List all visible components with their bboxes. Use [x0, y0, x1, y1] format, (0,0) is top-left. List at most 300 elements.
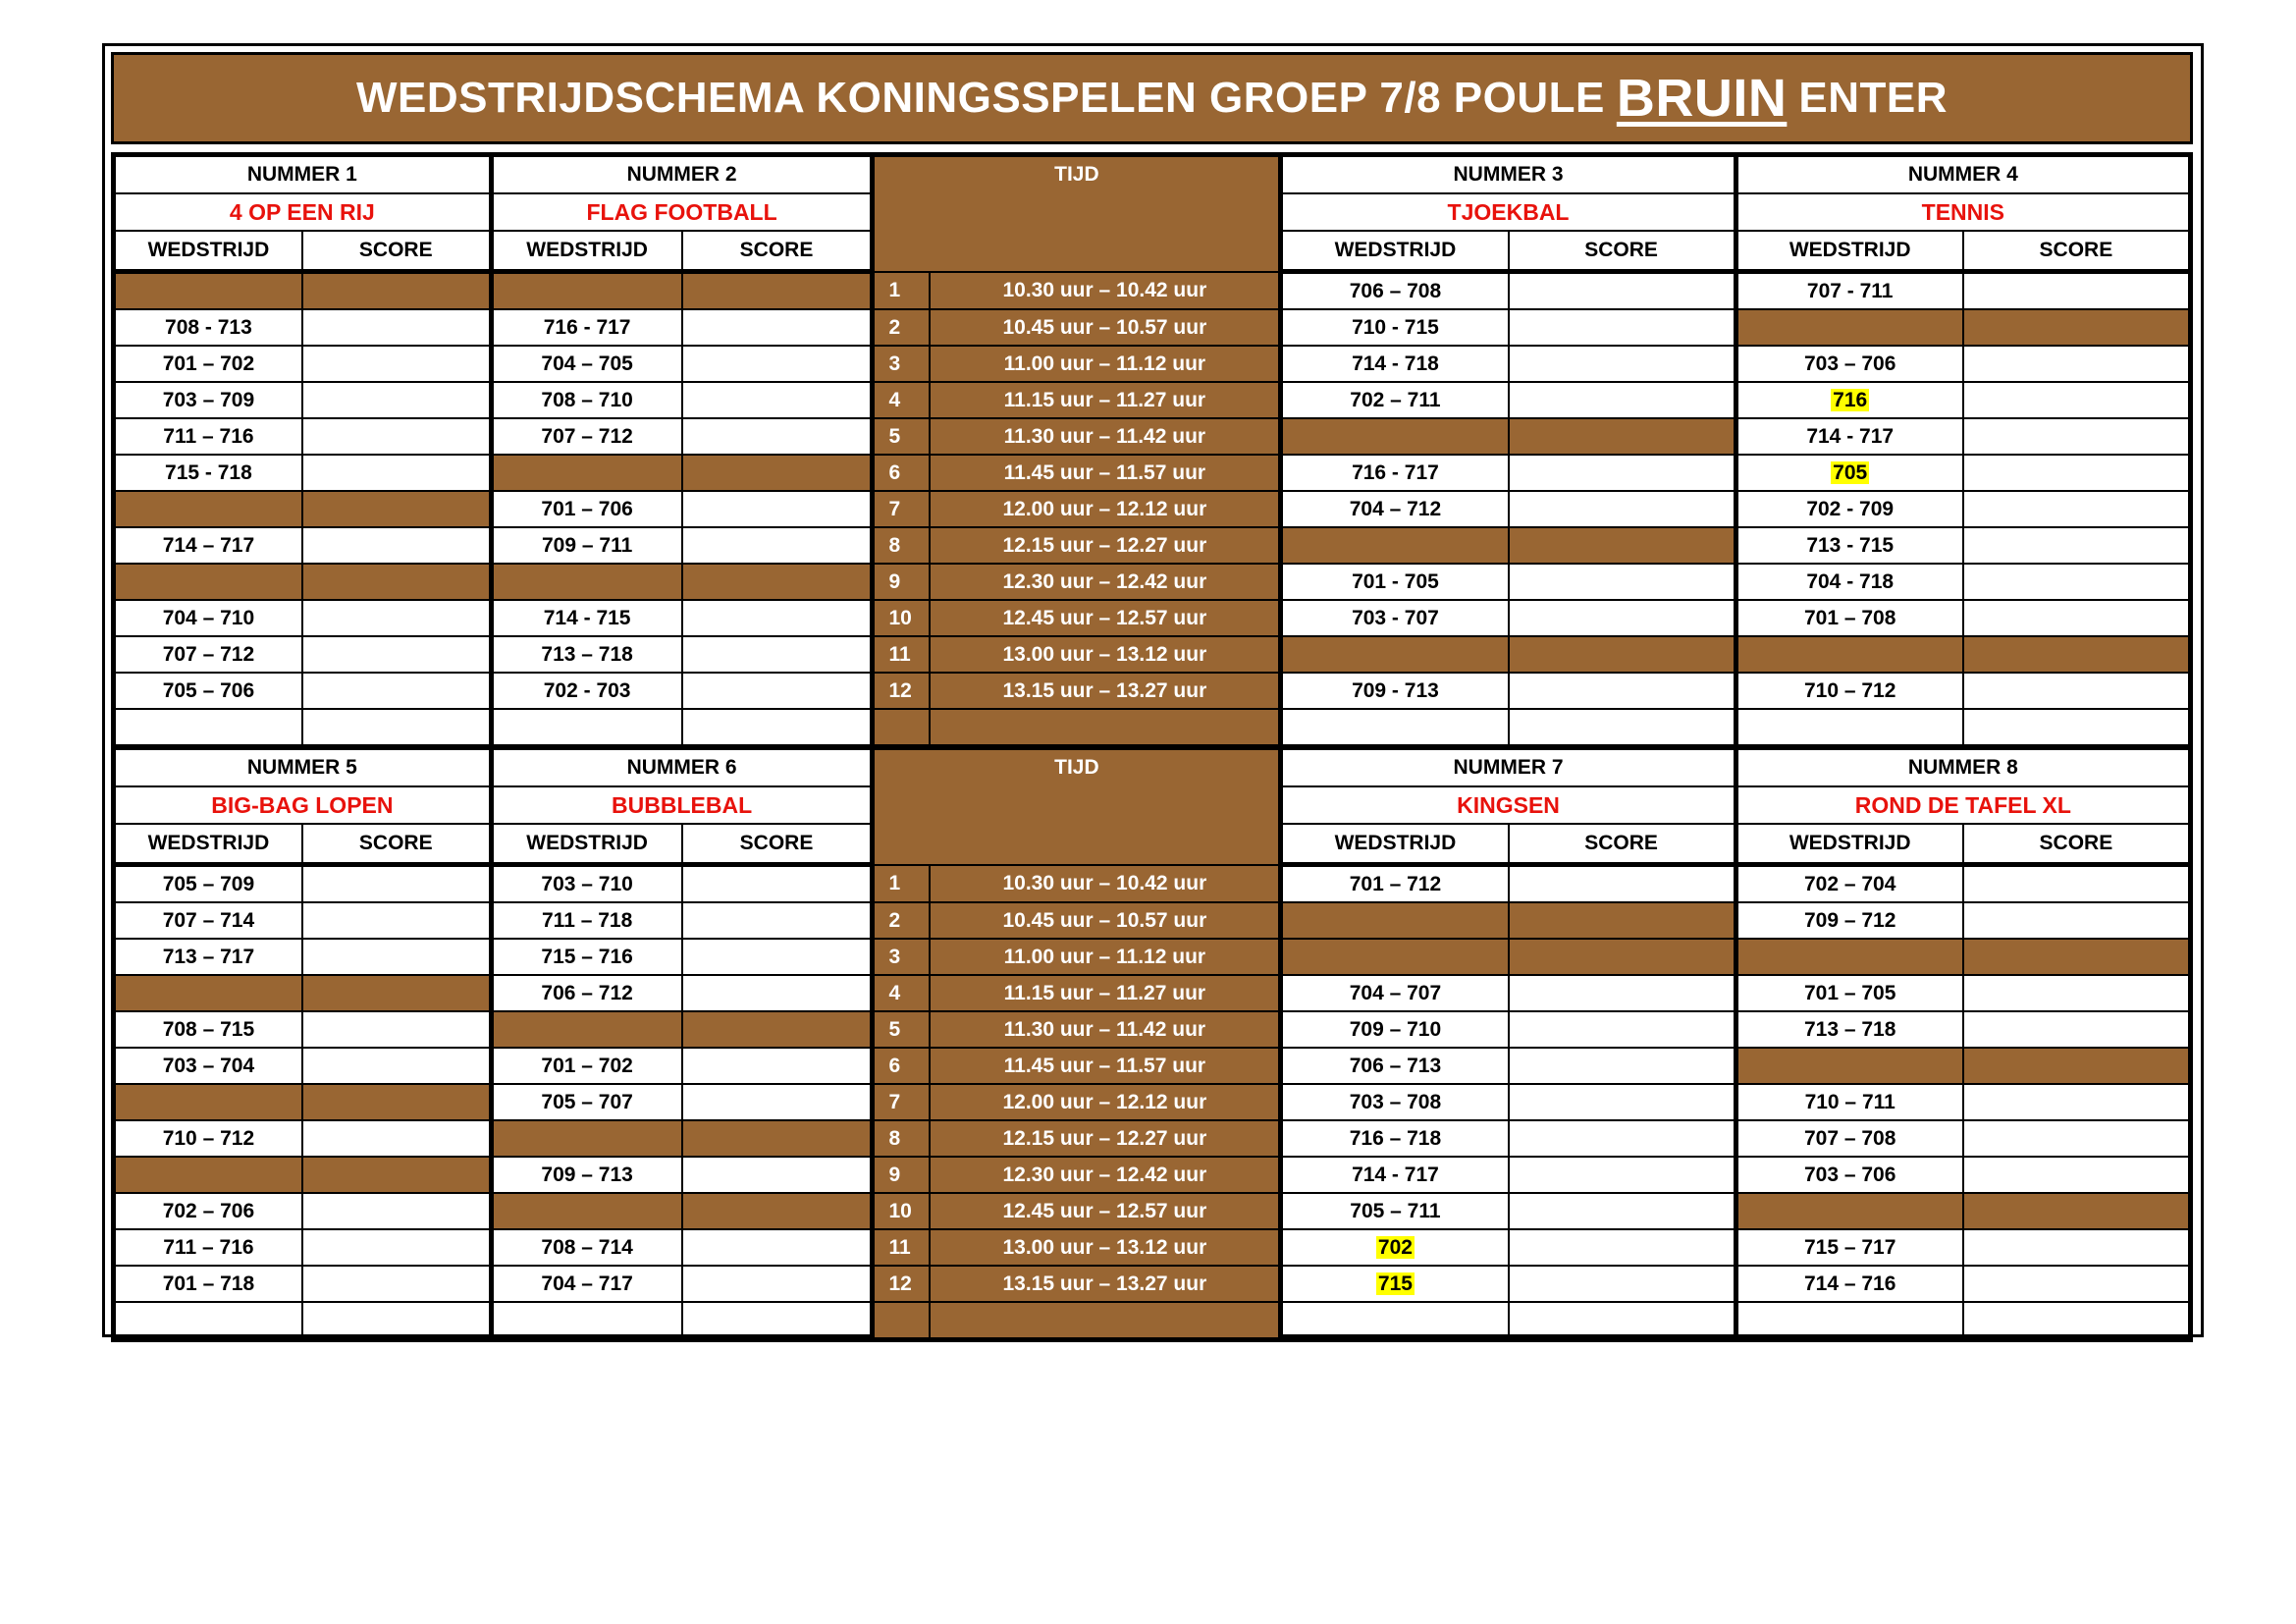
score-input-cell[interactable]: [1963, 1193, 2191, 1229]
score-input-cell[interactable]: [1509, 1157, 1736, 1193]
score-input-cell[interactable]: [1963, 382, 2191, 418]
match-text: 711 – 718: [542, 908, 633, 932]
schedule-row: [114, 564, 2191, 600]
match-cell-empty: [1735, 309, 1963, 346]
timeslot-time: 12.30 uur – 12.42 uur: [930, 564, 1281, 600]
score-input-cell[interactable]: [682, 309, 873, 346]
match-text-highlighted: 702: [1377, 1235, 1413, 1259]
score-input-cell[interactable]: [1963, 309, 2191, 346]
match-cell-empty: [491, 564, 681, 600]
score-input-cell[interactable]: [1963, 1120, 2191, 1157]
match-text: 704 - 718: [1806, 569, 1895, 593]
timeslot-number: 1: [873, 865, 930, 903]
match-cell-empty: [1281, 636, 1509, 673]
score-input-cell[interactable]: [1509, 309, 1736, 346]
match-cell: [114, 1193, 302, 1229]
match-cell-empty: [1735, 939, 1963, 975]
score-input-cell[interactable]: [302, 455, 491, 491]
match-text: 713 - 715: [1806, 533, 1895, 557]
score-input-cell[interactable]: [302, 418, 491, 455]
station-number: NUMMER 1: [114, 155, 492, 194]
match-text: 713 – 717: [162, 945, 255, 968]
score-input-cell[interactable]: [1509, 975, 1736, 1011]
match-cell: [1281, 1157, 1509, 1193]
timeslot-number: [873, 1302, 930, 1340]
match-cell: [1281, 600, 1509, 636]
timeslot-number: 4: [873, 382, 930, 418]
match-cell-empty: [491, 455, 681, 491]
score-input-cell[interactable]: [682, 673, 873, 709]
score-input-cell[interactable]: [1963, 673, 2191, 709]
station-number-row: [114, 748, 2191, 787]
match-cell: [491, 1157, 681, 1193]
schedule-row: [114, 1120, 2191, 1157]
score-input-cell[interactable]: [1509, 1266, 1736, 1302]
score-input-cell[interactable]: [1963, 975, 2191, 1011]
match-cell: [1281, 1266, 1509, 1302]
schedule-row: [114, 382, 2191, 418]
match-cell: [1281, 382, 1509, 418]
score-input-cell[interactable]: [1963, 1229, 2191, 1266]
score-input-cell[interactable]: [682, 1266, 873, 1302]
match-cell: [1735, 1229, 1963, 1266]
match-text: 707 – 708: [1803, 1126, 1896, 1150]
station-number: NUMMER 4: [1735, 155, 2190, 194]
timeslot-number: 9: [873, 564, 930, 600]
match-text: 708 – 715: [162, 1017, 255, 1041]
match-text: 710 – 712: [1803, 678, 1896, 702]
score-input-cell[interactable]: [302, 1302, 491, 1340]
schedule-section-top: [111, 152, 2193, 741]
timeslot-time: 11.30 uur – 11.42 uur: [930, 1011, 1281, 1048]
match-cell-empty: [114, 1084, 302, 1120]
score-input-cell[interactable]: [302, 1120, 491, 1157]
match-text: 704 – 707: [1349, 981, 1442, 1004]
score-input-cell[interactable]: [682, 636, 873, 673]
score-input-cell[interactable]: [682, 346, 873, 382]
timeslot-time: 12.15 uur – 12.27 uur: [930, 527, 1281, 564]
match-cell-empty: [1281, 902, 1509, 939]
match-text: 709 - 713: [1352, 678, 1439, 702]
match-text: 705 – 707: [541, 1090, 633, 1113]
score-input-cell[interactable]: [682, 455, 873, 491]
match-cell-empty: [491, 1120, 681, 1157]
score-input-cell[interactable]: [1963, 527, 2191, 564]
station-name: BUBBLEBAL: [491, 786, 873, 824]
timeslot-time: 11.00 uur – 11.12 uur: [930, 939, 1281, 975]
score-input-cell[interactable]: [1509, 1193, 1736, 1229]
timeslot-number: 9: [873, 1157, 930, 1193]
match-text: 714 - 717: [1352, 1163, 1439, 1186]
score-input-cell[interactable]: [1963, 564, 2191, 600]
match-cell: [1735, 1011, 1963, 1048]
match-cell: [1281, 865, 1509, 903]
score-input-cell[interactable]: [1963, 1011, 2191, 1048]
match-cell: [1735, 1157, 1963, 1193]
score-input-cell[interactable]: [302, 1084, 491, 1120]
station-name: KINGSEN: [1281, 786, 1735, 824]
score-input-cell[interactable]: [1963, 636, 2191, 673]
timeslot-time: 11.45 uur – 11.57 uur: [930, 455, 1281, 491]
column-header-wedstrijd: WEDSTRIJD: [1735, 231, 1963, 272]
score-input-cell[interactable]: [302, 709, 491, 747]
match-cell-empty: [114, 272, 302, 310]
timeslot-number: 7: [873, 491, 930, 527]
score-input-cell[interactable]: [682, 272, 873, 310]
match-cell: [1735, 1120, 1963, 1157]
schedule-row: [114, 709, 2191, 747]
score-input-cell[interactable]: [1963, 1048, 2191, 1084]
schedule-row: [114, 272, 2191, 310]
timeslot-time: 11.00 uur – 11.12 uur: [930, 346, 1281, 382]
timeslot-time: 12.45 uur – 12.57 uur: [930, 1193, 1281, 1229]
score-input-cell[interactable]: [682, 975, 873, 1011]
schedule-row: [114, 1084, 2191, 1120]
station-name: FLAG FOOTBALL: [491, 193, 873, 231]
column-header-score: SCORE: [1963, 824, 2191, 865]
match-cell: [491, 309, 681, 346]
score-input-cell[interactable]: [1509, 600, 1736, 636]
match-cell: [1281, 272, 1509, 310]
match-cell: [114, 636, 302, 673]
timeslot-time: 12.45 uur – 12.57 uur: [930, 600, 1281, 636]
score-input-cell[interactable]: [302, 902, 491, 939]
match-cell: [1735, 673, 1963, 709]
score-input-cell[interactable]: [682, 1120, 873, 1157]
match-text: 703 – 706: [1803, 1163, 1896, 1186]
score-input-cell[interactable]: [682, 1048, 873, 1084]
timeslot-time: 13.15 uur – 13.27 uur: [930, 673, 1281, 709]
score-input-cell[interactable]: [302, 491, 491, 527]
match-cell: [491, 865, 681, 903]
match-cell: [491, 418, 681, 455]
match-cell: [1735, 272, 1963, 310]
match-cell: [1735, 346, 1963, 382]
score-input-cell[interactable]: [682, 382, 873, 418]
station-number: NUMMER 6: [491, 748, 873, 787]
schedule-row: [114, 1048, 2191, 1084]
score-input-cell[interactable]: [1963, 600, 2191, 636]
score-input-cell[interactable]: [1509, 418, 1736, 455]
timeslot-time: 12.00 uur – 12.12 uur: [930, 1084, 1281, 1120]
match-cell: [1735, 1266, 1963, 1302]
score-input-cell[interactable]: [682, 902, 873, 939]
timeslot-time: 10.45 uur – 10.57 uur: [930, 902, 1281, 939]
score-input-cell[interactable]: [1509, 865, 1736, 903]
score-input-cell[interactable]: [302, 527, 491, 564]
match-text: 705 – 711: [1350, 1199, 1441, 1222]
match-text: 714 – 716: [1803, 1272, 1896, 1295]
title-prefix: WEDSTRIJDSCHEMA KONINGSSPELEN GROEP 7/8 POULE: [356, 74, 1605, 122]
score-input-cell[interactable]: [1509, 382, 1736, 418]
match-cell: [1735, 418, 1963, 455]
score-input-cell[interactable]: [302, 564, 491, 600]
match-cell: [1735, 902, 1963, 939]
match-text: 706 – 713: [1349, 1054, 1442, 1077]
column-header-score: SCORE: [302, 231, 491, 272]
score-input-cell[interactable]: [1963, 865, 2191, 903]
match-text: 705 – 706: [162, 678, 255, 702]
match-cell: [491, 902, 681, 939]
match-cell: [1281, 309, 1509, 346]
timeslot-number: 10: [873, 1193, 930, 1229]
score-input-cell[interactable]: [1509, 527, 1736, 564]
score-input-cell[interactable]: [302, 1011, 491, 1048]
score-input-cell[interactable]: [1963, 1266, 2191, 1302]
score-input-cell[interactable]: [682, 865, 873, 903]
score-input-cell[interactable]: [1509, 709, 1736, 747]
match-text: 714 - 718: [1352, 352, 1439, 375]
timeslot-number: 12: [873, 673, 930, 709]
score-input-cell[interactable]: [1963, 1157, 2191, 1193]
schedule-table: [111, 152, 2193, 749]
score-input-cell[interactable]: [1963, 491, 2191, 527]
match-cell: [491, 1266, 681, 1302]
match-cell-empty: [1735, 1048, 1963, 1084]
score-input-cell[interactable]: [302, 636, 491, 673]
score-input-cell[interactable]: [302, 1266, 491, 1302]
match-cell: [114, 309, 302, 346]
station-name: 4 OP EEN RIJ: [114, 193, 492, 231]
schedule-row: [114, 346, 2191, 382]
match-text-highlighted: 705: [1833, 460, 1868, 484]
score-input-cell[interactable]: [682, 600, 873, 636]
schedule-row: [114, 975, 2191, 1011]
score-input-cell[interactable]: [1963, 902, 2191, 939]
timeslot-number: 11: [873, 1229, 930, 1266]
score-input-cell[interactable]: [1509, 1048, 1736, 1084]
match-cell: [114, 600, 302, 636]
score-input-cell[interactable]: [1509, 939, 1736, 975]
match-cell: [1281, 1011, 1509, 1048]
match-text: 716 - 717: [543, 315, 631, 339]
score-input-cell[interactable]: [682, 564, 873, 600]
column-header-wedstrijd: WEDSTRIJD: [1735, 824, 1963, 865]
match-cell: [114, 709, 302, 747]
score-input-cell[interactable]: [682, 1157, 873, 1193]
match-cell: [1281, 491, 1509, 527]
score-input-cell[interactable]: [1509, 1229, 1736, 1266]
match-cell: [491, 673, 681, 709]
match-cell: [1735, 600, 1963, 636]
match-cell: [1735, 455, 1963, 491]
match-text: 703 – 704: [162, 1054, 255, 1077]
match-cell: [1735, 382, 1963, 418]
score-input-cell[interactable]: [302, 865, 491, 903]
match-cell-empty: [1281, 418, 1509, 455]
timeslot-number: 3: [873, 939, 930, 975]
score-input-cell[interactable]: [1963, 346, 2191, 382]
match-text: 709 – 712: [1803, 908, 1896, 932]
score-input-cell[interactable]: [682, 1193, 873, 1229]
timeslot-number: 10: [873, 600, 930, 636]
match-cell: [491, 382, 681, 418]
score-input-cell[interactable]: [1509, 673, 1736, 709]
timeslot-number: 6: [873, 455, 930, 491]
score-input-cell[interactable]: [302, 382, 491, 418]
timeslot-number: 3: [873, 346, 930, 382]
column-header-wedstrijd: WEDSTRIJD: [491, 231, 681, 272]
score-input-cell[interactable]: [1509, 1011, 1736, 1048]
score-input-cell[interactable]: [302, 1193, 491, 1229]
match-cell-empty: [491, 272, 681, 310]
match-text: 701 - 705: [1352, 569, 1439, 593]
title-suffix: ENTER: [1798, 74, 1948, 122]
score-input-cell[interactable]: [1509, 636, 1736, 673]
score-input-cell[interactable]: [1509, 346, 1736, 382]
score-input-cell[interactable]: [302, 272, 491, 310]
match-text: 701 – 706: [541, 497, 633, 520]
score-input-cell[interactable]: [682, 709, 873, 747]
timeslot-time: 11.15 uur – 11.27 uur: [930, 382, 1281, 418]
column-header-wedstrijd: WEDSTRIJD: [1281, 231, 1509, 272]
score-input-cell[interactable]: [302, 939, 491, 975]
score-input-cell[interactable]: [682, 491, 873, 527]
station-name: TJOEKBAL: [1281, 193, 1735, 231]
score-input-cell[interactable]: [1963, 939, 2191, 975]
column-header-score: SCORE: [682, 231, 873, 272]
schedule-row: [114, 455, 2191, 491]
match-text: 702 - 703: [543, 678, 631, 702]
match-cell: [491, 1048, 681, 1084]
match-text: 715 – 716: [541, 945, 633, 968]
match-cell: [1735, 491, 1963, 527]
score-input-cell[interactable]: [302, 309, 491, 346]
column-header-score: SCORE: [1963, 231, 2191, 272]
match-cell: [1735, 709, 1963, 747]
score-input-cell[interactable]: [682, 1302, 873, 1340]
score-input-cell[interactable]: [1963, 709, 2191, 747]
match-cell-empty: [491, 1011, 681, 1048]
match-cell: [491, 527, 681, 564]
match-cell-empty: [1735, 636, 1963, 673]
schedule-row: [114, 491, 2191, 527]
match-text: 714 - 715: [543, 606, 631, 629]
score-input-cell[interactable]: [1509, 902, 1736, 939]
score-input-cell[interactable]: [682, 1011, 873, 1048]
match-cell: [114, 1011, 302, 1048]
score-input-cell[interactable]: [302, 600, 491, 636]
score-input-cell[interactable]: [302, 1157, 491, 1193]
match-cell: [1281, 1048, 1509, 1084]
timeslot-time: 11.15 uur – 11.27 uur: [930, 975, 1281, 1011]
match-cell: [114, 527, 302, 564]
score-input-cell[interactable]: [302, 975, 491, 1011]
sheet-inner: [111, 52, 2195, 1328]
timeslot-time: 12.30 uur – 12.42 uur: [930, 1157, 1281, 1193]
match-text: 706 – 712: [541, 981, 633, 1004]
score-input-cell[interactable]: [1509, 491, 1736, 527]
match-text: 709 – 711: [542, 533, 633, 557]
schedule-row: [114, 1157, 2191, 1193]
match-text: 711 – 716: [163, 424, 254, 448]
match-text: 702 – 711: [1350, 388, 1441, 411]
score-input-cell[interactable]: [1509, 564, 1736, 600]
match-text-highlighted: 715: [1377, 1272, 1413, 1295]
score-input-cell[interactable]: [1509, 455, 1736, 491]
match-cell: [491, 1084, 681, 1120]
score-input-cell[interactable]: [302, 673, 491, 709]
match-cell: [491, 491, 681, 527]
station-number: NUMMER 5: [114, 748, 492, 787]
match-text: 703 – 706: [1803, 352, 1896, 375]
score-input-cell[interactable]: [682, 939, 873, 975]
timeslot-number: 6: [873, 1048, 930, 1084]
score-input-cell[interactable]: [682, 1084, 873, 1120]
timeslot-time: 10.45 uur – 10.57 uur: [930, 309, 1281, 346]
match-cell: [491, 1229, 681, 1266]
score-input-cell[interactable]: [682, 1229, 873, 1266]
match-cell: [491, 709, 681, 747]
timeslot-time: [930, 709, 1281, 747]
match-text: 708 - 713: [165, 315, 252, 339]
schedule-row: [114, 527, 2191, 564]
match-text: 713 – 718: [541, 642, 633, 666]
score-input-cell[interactable]: [302, 1229, 491, 1266]
score-input-cell[interactable]: [1963, 1302, 2191, 1340]
timeslot-time: 11.30 uur – 11.42 uur: [930, 418, 1281, 455]
timeslot-number: 7: [873, 1084, 930, 1120]
match-text: 704 – 712: [1349, 497, 1442, 520]
score-input-cell[interactable]: [1963, 418, 2191, 455]
match-cell: [491, 600, 681, 636]
match-text: 716 – 718: [1349, 1126, 1442, 1150]
match-text: 704 – 710: [162, 606, 255, 629]
station-number: NUMMER 8: [1735, 748, 2190, 787]
score-input-cell[interactable]: [1509, 1302, 1736, 1340]
match-cell: [1281, 455, 1509, 491]
schedule-row: [114, 939, 2191, 975]
timeslot-time: 12.00 uur – 12.12 uur: [930, 491, 1281, 527]
match-text: 707 - 711: [1806, 279, 1894, 302]
match-cell: [1735, 1084, 1963, 1120]
match-text: 706 – 708: [1349, 279, 1442, 302]
station-number: NUMMER 7: [1281, 748, 1735, 787]
match-cell: [114, 1302, 302, 1340]
timeslot-time: 10.30 uur – 10.42 uur: [930, 272, 1281, 310]
match-cell: [491, 1302, 681, 1340]
match-cell: [1735, 865, 1963, 903]
match-text: 702 – 704: [1803, 872, 1896, 895]
match-cell: [114, 865, 302, 903]
station-name: TENNIS: [1735, 193, 2190, 231]
timeslot-time: 13.00 uur – 13.12 uur: [930, 1229, 1281, 1266]
score-input-cell[interactable]: [1509, 272, 1736, 310]
score-input-cell[interactable]: [302, 346, 491, 382]
station-number: NUMMER 2: [491, 155, 873, 194]
score-input-cell[interactable]: [302, 1048, 491, 1084]
timeslot-number: 2: [873, 309, 930, 346]
match-cell: [114, 346, 302, 382]
match-text: 704 – 717: [541, 1272, 633, 1295]
match-text: 715 – 717: [1803, 1235, 1896, 1259]
score-input-cell[interactable]: [1963, 455, 2191, 491]
match-cell: [491, 939, 681, 975]
column-header-score: SCORE: [682, 824, 873, 865]
match-text: 707 – 714: [162, 908, 255, 932]
score-input-cell[interactable]: [1963, 272, 2191, 310]
timeslot-number: 8: [873, 1120, 930, 1157]
timeslot-time: 10.30 uur – 10.42 uur: [930, 865, 1281, 903]
score-input-cell[interactable]: [682, 418, 873, 455]
page-title: [111, 52, 2193, 144]
timeslot-number: 4: [873, 975, 930, 1011]
score-input-cell[interactable]: [1509, 1084, 1736, 1120]
score-input-cell[interactable]: [1963, 1084, 2191, 1120]
match-text: 701 – 705: [1803, 981, 1896, 1004]
score-input-cell[interactable]: [682, 527, 873, 564]
score-input-cell[interactable]: [1509, 1120, 1736, 1157]
